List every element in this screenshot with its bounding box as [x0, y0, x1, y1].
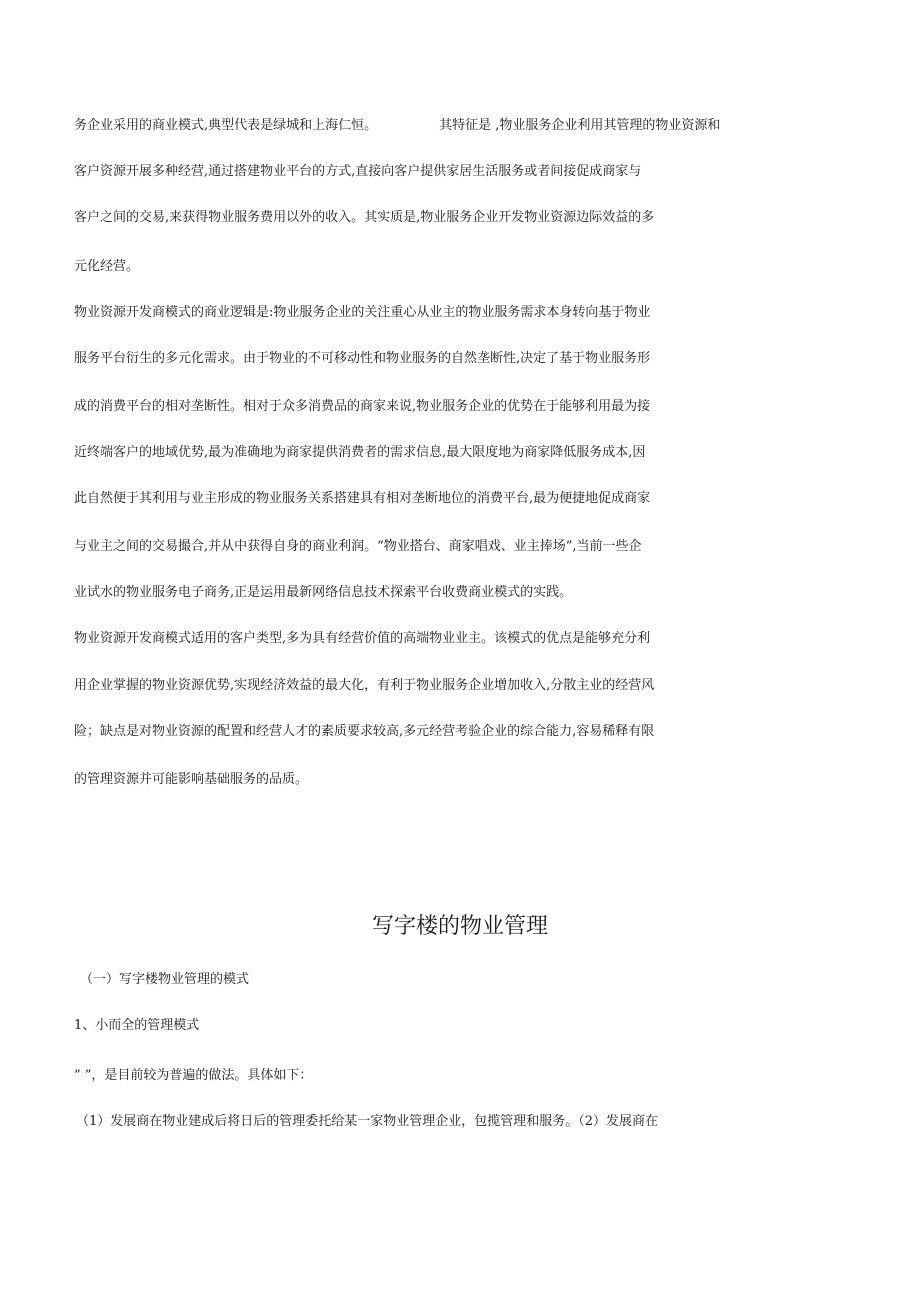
subheading: （一）写字楼物业管理的模式 — [80, 972, 250, 987]
list-item-heading: 1、小而全的管理模式 — [74, 1018, 200, 1033]
paragraph-line: 物业资源开发商模式的商业逻辑是:物业服务企业的关注重心从业主的物业服务需求本身转向基于物业 — [74, 305, 651, 320]
paragraph-line: 险；缺点是对物业资源的配置和经营人才的素质要求较高,多元经营考验企业的综合能力,容易稀释有限 — [74, 724, 655, 739]
paragraph-line: 近终端客户的地域优势,最为准确地为商家提供消费者的需求信息,最大限度地为商家降低服务成本,因 — [74, 445, 646, 460]
paragraph-line — [74, 118, 720, 134]
paragraph-line: （1）发展商在物业建成后将日后的管理委托给某一家物业管理企业，包揽管理和服务。（2）发展商在 — [76, 1114, 659, 1129]
paragraph-line: 的管理资源并可能影响基础服务的品质。 — [74, 772, 309, 787]
paragraph-line: 用企业掌握的物业资源优势,实现经济效益的最大化，有利于物业服务企业增加收入,分散主业的经营风 — [74, 678, 655, 693]
paragraph-line: 此自然便于其利用与业主形成的物业服务关系搭建具有相对垄断地位的消费平台,最为便捷地促成商家 — [74, 491, 651, 506]
paragraph-line: 与业主之间的交易撮合,并从中获得自身的商业利润。“物业搭台、商家唱戏、业主捧场”,当前一些企 — [74, 539, 642, 554]
section-title: 写字楼的物业管理 — [371, 914, 548, 939]
paragraph-line: 物业资源开发商模式适用的客户类型,多为具有经营价值的高端物业业主。该模式的优点是能够充分利 — [74, 631, 651, 646]
paragraph-line: 业试水的物业服务电子商务,正是运用最新网络信息技术探索平台收费商业模式的实践。 — [74, 585, 573, 600]
paragraph-line: 元化经营。 — [74, 259, 140, 274]
paragraph-line: 服务平台衍生的多元化需求。由于物业的不可移动性和物业服务的自然垄断性,决定了基于物业服务形 — [74, 351, 651, 366]
paragraph-text: 其特征是 ,物业服务企业利用其管理的物业资源和 — [439, 118, 721, 133]
paragraph-line: 客户之间的交易,来获得物业服务费用以外的收入。其实质是,物业服务企业开发物业资源边际效益的多 — [74, 210, 655, 225]
paragraph-text: 务企业采用的商业模式,典型代表是绿城和上海仁恒。 — [74, 118, 378, 133]
paragraph-line: 客户资源开展多种经营,通过搭建物业平台的方式,直接向客户提供家居生活服务或者间接促成商家与 — [74, 164, 642, 179]
paragraph-line: ” ”，是目前较为普遍的做法。具体如下： — [74, 1068, 313, 1083]
paragraph-line: 成的消费平台的相对垄断性。相对于众多消费品的商家来说,物业服务企业的优势在于能够利用最为接 — [74, 399, 651, 414]
